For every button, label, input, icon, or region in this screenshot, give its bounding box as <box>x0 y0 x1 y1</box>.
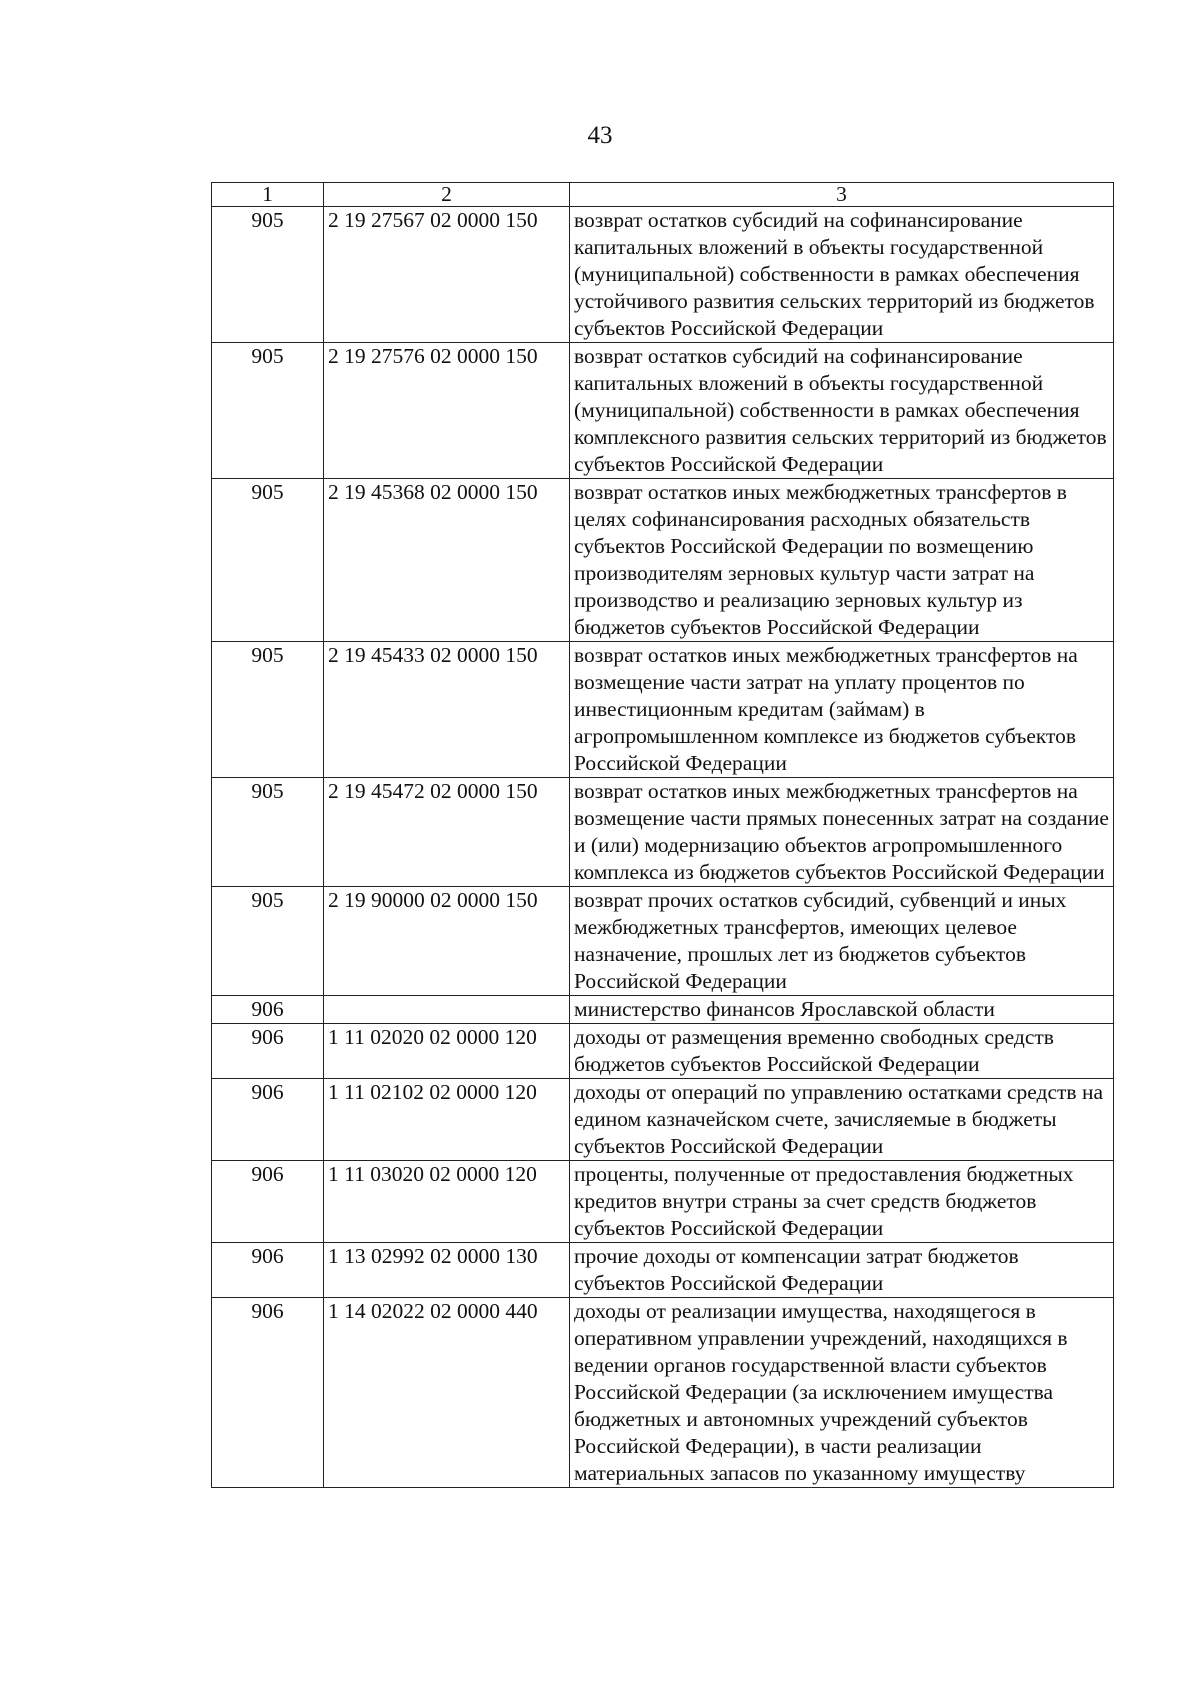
revenue-name-cell: возврат остатков субсидий на софинансирование капитальных вложений в объекты государственной (муниципальной) собственности в рамках обеспечения комплексного развития сельских территорий из бюджетов субъектов Российской Федерации <box>570 343 1114 479</box>
revenue-name-cell: возврат прочих остатков субсидий, субвенций и иных межбюджетных трансфертов, имеющих целевое назначение, прошлых лет из бюджетов субъектов Российской Федерации <box>570 887 1114 996</box>
admin-code-cell: 905 <box>212 479 324 642</box>
admin-code-cell: 906 <box>212 996 324 1024</box>
table-row <box>212 1243 1114 1298</box>
admin-code-cell: 906 <box>212 1079 324 1161</box>
page-number: 43 <box>587 122 613 149</box>
table-body <box>212 207 1114 1488</box>
admin-code-cell: 906 <box>212 1298 324 1488</box>
admin-code-cell: 905 <box>212 343 324 479</box>
header-col-2: 2 <box>324 183 570 207</box>
budget-code-cell: 1 11 02102 02 0000 120 <box>324 1079 570 1161</box>
budget-codes-table <box>211 182 1114 1488</box>
revenue-name-cell: доходы от размещения временно свободных средств бюджетов субъектов Российской Федерации <box>570 1024 1114 1079</box>
table-row <box>212 778 1114 887</box>
revenue-name-cell: прочие доходы от компенсации затрат бюджетов субъектов Российской Федерации <box>570 1243 1114 1298</box>
budget-code-cell: 2 19 45472 02 0000 150 <box>324 778 570 887</box>
admin-code-cell: 905 <box>212 778 324 887</box>
revenue-name-cell: доходы от реализации имущества, находящегося в оперативном управлении учреждений, находящихся в ведении органов государственной власти субъектов Российской Федерации (за исключением имущества бюджетных и автономных учреждений субъектов Российской Федерации), в части реализации материальных запасов по указанному имуществу <box>570 1298 1114 1488</box>
header-col-3: 3 <box>570 183 1114 207</box>
budget-code-cell: 1 11 03020 02 0000 120 <box>324 1161 570 1243</box>
table-row <box>212 642 1114 778</box>
table-row <box>212 1024 1114 1079</box>
table-header-row <box>212 183 1114 207</box>
table-row <box>212 1079 1114 1161</box>
revenue-name-cell: проценты, полученные от предоставления бюджетных кредитов внутри страны за счет средств бюджетов субъектов Российской Федерации <box>570 1161 1114 1243</box>
header-col-1: 1 <box>212 183 324 207</box>
admin-code-cell: 906 <box>212 1161 324 1243</box>
table-row <box>212 996 1114 1024</box>
table-row <box>212 887 1114 996</box>
budget-code-cell: 2 19 45433 02 0000 150 <box>324 642 570 778</box>
budget-code-cell: 2 19 90000 02 0000 150 <box>324 887 570 996</box>
table-row <box>212 343 1114 479</box>
revenue-name-cell: возврат остатков иных межбюджетных трансфертов в целях софинансирования расходных обязательств субъектов Российской Федерации по возмещению производителям зерновых культур части затрат на производство и реализацию зерновых культур из бюджетов субъектов Российской Федерации <box>570 479 1114 642</box>
budget-code-cell: 1 13 02992 02 0000 130 <box>324 1243 570 1298</box>
admin-code-cell: 905 <box>212 887 324 996</box>
table-row <box>212 479 1114 642</box>
admin-code-cell: 906 <box>212 1243 324 1298</box>
budget-code-cell <box>324 996 570 1024</box>
table-row <box>212 207 1114 343</box>
budget-code-cell: 2 19 27576 02 0000 150 <box>324 343 570 479</box>
revenue-name-cell: доходы от операций по управлению остатками средств на едином казначейском счете, зачисляемые в бюджеты субъектов Российской Федерации <box>570 1079 1114 1161</box>
budget-code-cell: 2 19 45368 02 0000 150 <box>324 479 570 642</box>
revenue-name-cell: возврат остатков иных межбюджетных трансфертов на возмещение части прямых понесенных затрат на создание и (или) модернизацию объектов агропромышленного комплекса из бюджетов субъектов Российской Федерации <box>570 778 1114 887</box>
admin-code-cell: 906 <box>212 1024 324 1079</box>
budget-code-cell: 1 11 02020 02 0000 120 <box>324 1024 570 1079</box>
revenue-name-cell: возврат остатков субсидий на софинансирование капитальных вложений в объекты государственной (муниципальной) собственности в рамках обеспечения устойчивого развития сельских территорий из бюджетов субъектов Российской Федерации <box>570 207 1114 343</box>
revenue-name-cell: возврат остатков иных межбюджетных трансфертов на возмещение части затрат на уплату процентов по инвестиционным кредитам (займам) в агропромышленном комплексе из бюджетов субъектов Российской Федерации <box>570 642 1114 778</box>
budget-code-cell: 1 14 02022 02 0000 440 <box>324 1298 570 1488</box>
table-row <box>212 1298 1114 1488</box>
budget-code-cell: 2 19 27567 02 0000 150 <box>324 207 570 343</box>
revenue-name-cell: министерство финансов Ярославской области <box>570 996 1114 1024</box>
admin-code-cell: 905 <box>212 207 324 343</box>
admin-code-cell: 905 <box>212 642 324 778</box>
table-row <box>212 1161 1114 1243</box>
